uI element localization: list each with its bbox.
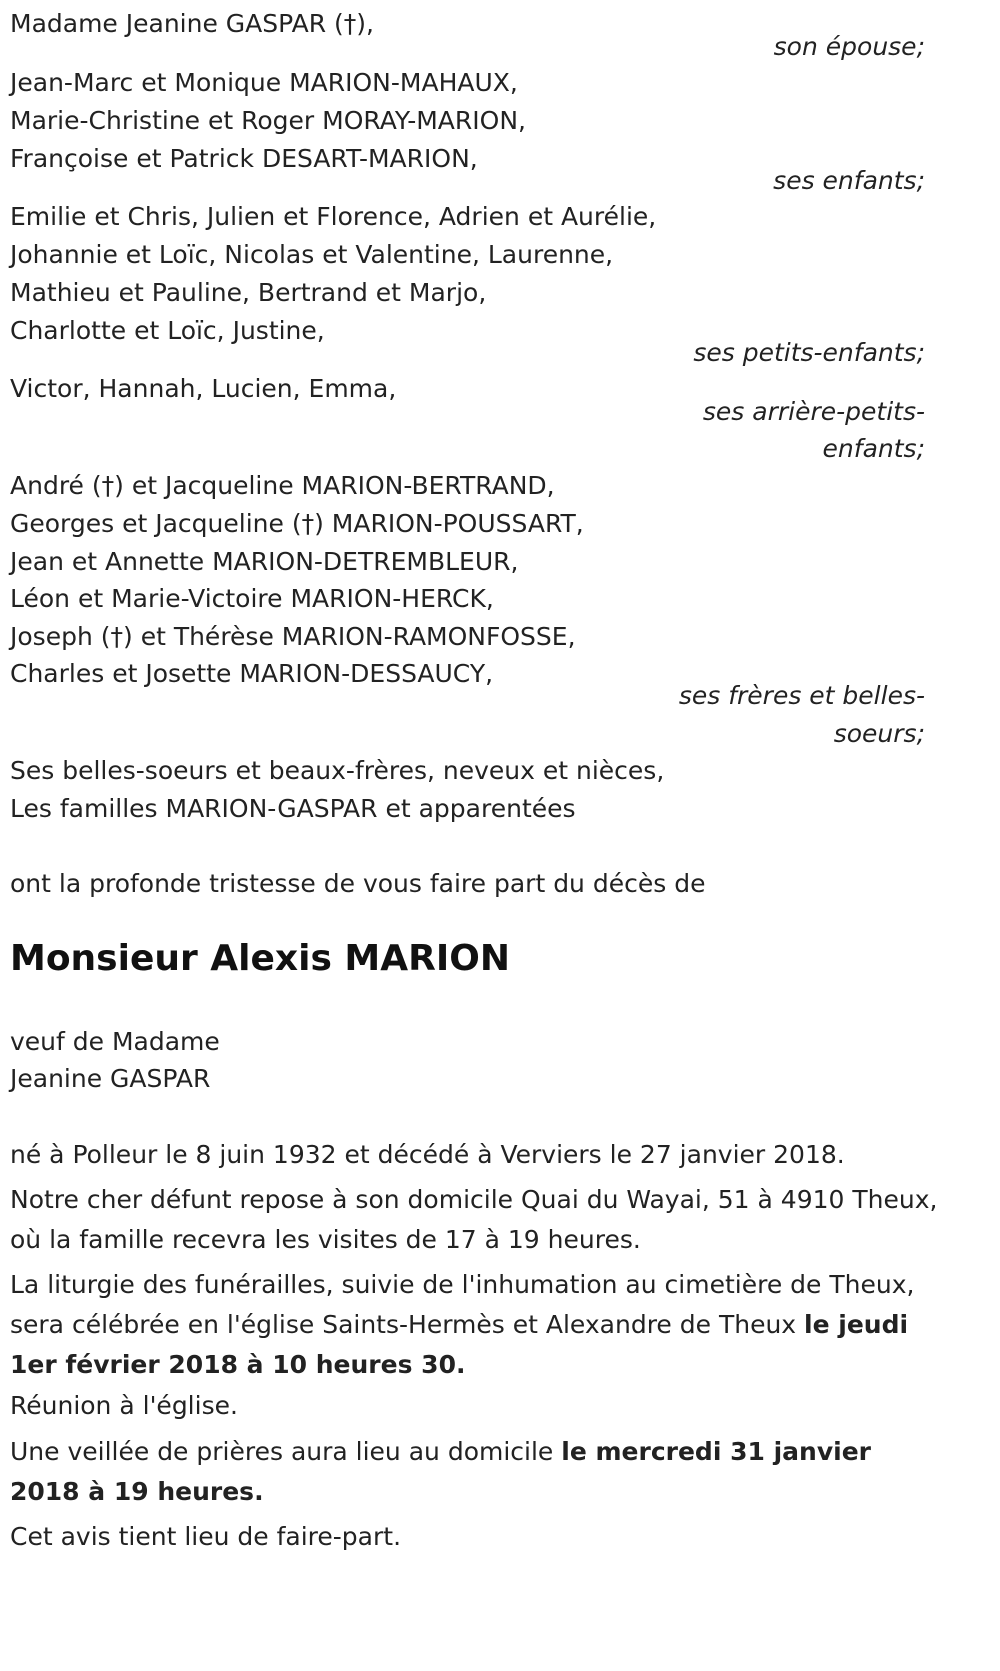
spouse-role: son épouse; [773, 32, 925, 61]
siblings-role-line: ses frères et belles- [678, 681, 925, 710]
deceased-name: Monsieur Alexis MARION [10, 938, 510, 979]
announcement-text: ont la profonde tristesse de vous faire part du décès de [10, 869, 706, 898]
sibling-line: Charles et Josette MARION-DESSAUCY, [10, 659, 494, 688]
widower-line: veuf de Madame [10, 1027, 220, 1056]
great-grandchildren-role-line: enfants; [822, 434, 925, 463]
great-grandchildren-role-line: ses arrière-petits- [702, 397, 925, 426]
grandchild-line: Emilie et Chris, Julien et Florence, Adrien et Aurélie, [10, 202, 657, 231]
sibling-line: André (†) et Jacqueline MARION-BERTRAND, [10, 471, 555, 500]
funeral-date: le jeudi 1er février 2018 à 10 heures 30. [10, 1310, 909, 1379]
sibling-line: Léon et Marie-Victoire MARION-HERCK, [10, 584, 494, 613]
siblings-role-line: soeurs; [833, 719, 925, 748]
great-grandchild-line: Victor, Hannah, Lucien, Emma, [10, 374, 397, 403]
child-line: Françoise et Patrick DESART-MARION, [10, 144, 478, 173]
vigil-text: Une veillée de prières aura lieu au domicile [10, 1437, 562, 1466]
sibling-line: Joseph (†) et Thérèse MARION-RAMONFOSSE, [10, 622, 576, 651]
sibling-line: Georges et Jacqueline (†) MARION-POUSSART, [10, 509, 584, 538]
children-role: ses enfants; [773, 166, 925, 195]
grandchild-line: Charlotte et Loïc, Justine, [10, 316, 325, 345]
funeral-paragraph [10, 1265, 940, 1385]
birth-death-text: né à Polleur le 8 juin 1932 et décédé à Verviers le 27 janvier 2018. [10, 1140, 845, 1169]
extended-family-line: Ses belles-soeurs et beaux-frères, neveux et nièces, [10, 756, 665, 785]
grandchildren-role: ses petits-enfants; [693, 338, 925, 367]
notice-text: Cet avis tient lieu de faire-part. [10, 1522, 402, 1551]
child-line: Marie-Christine et Roger MORAY-MARION, [10, 106, 526, 135]
vigil-date: le mercredi 31 janvier 2018 à 19 heures. [10, 1437, 871, 1506]
sibling-line: Jean et Annette MARION-DETREMBLEUR, [10, 547, 519, 576]
meeting-text: Réunion à l'église. [10, 1391, 238, 1420]
extended-family-line: Les familles MARION-GASPAR et apparentées [10, 794, 576, 823]
funeral-text: La liturgie des funérailles, suivie de l'inhumation au cimetière de Theux, sera célébrée en l'église Saints-Hermès et Alexandre de Theux [10, 1270, 915, 1339]
grandchild-line: Johannie et Loïc, Nicolas et Valentine, Laurenne, [10, 240, 614, 269]
grandchild-line: Mathieu et Pauline, Bertrand et Marjo, [10, 278, 487, 307]
spouse-name: Madame Jeanine GASPAR (†), [10, 9, 374, 38]
child-line: Jean-Marc et Monique MARION-MAHAUX, [10, 68, 518, 97]
visitation-text: Notre cher défunt repose à son domicile Quai du Wayai, 51 à 4910 Theux, où la famille recevra les visites de 17 à 19 heures. [10, 1185, 938, 1254]
vigil-paragraph [10, 1432, 940, 1512]
widower-line: Jeanine GASPAR [10, 1064, 211, 1093]
